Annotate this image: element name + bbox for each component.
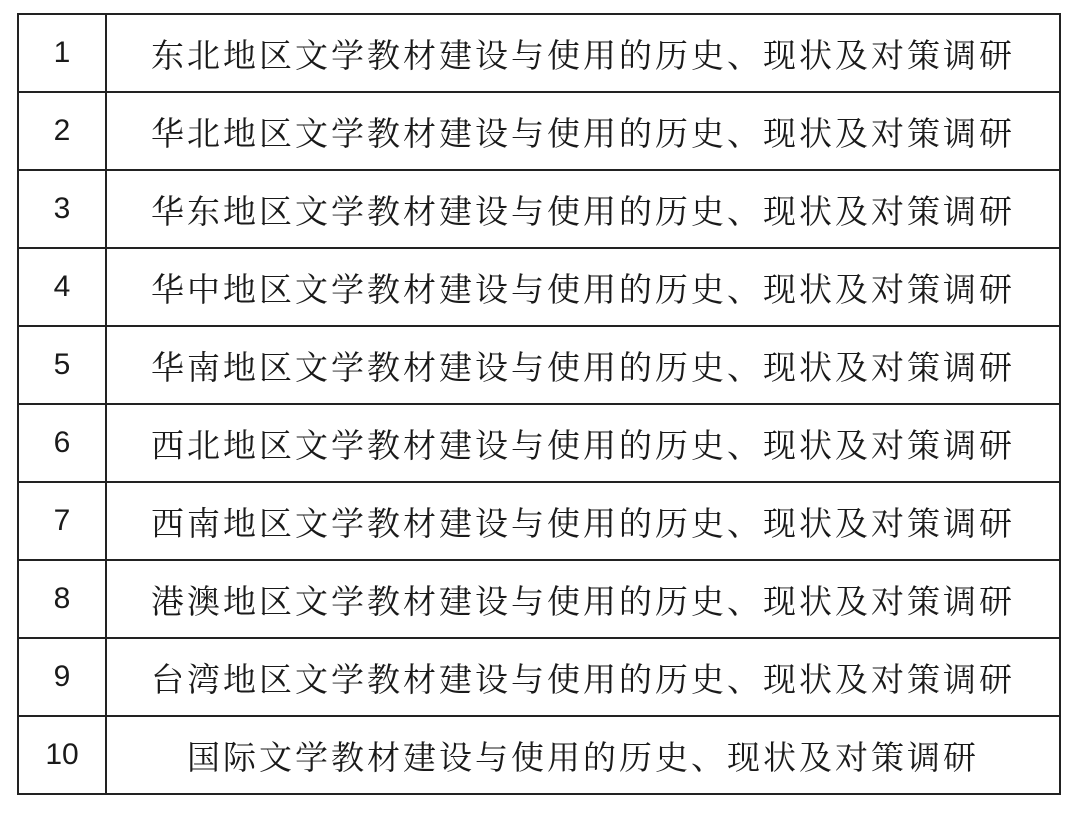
research-topic-title: 西北地区文学教材建设与使用的历史、现状及对策调研: [106, 404, 1060, 482]
table-row: [18, 560, 1060, 638]
research-topic-title: 华东地区文学教材建设与使用的历史、现状及对策调研: [106, 170, 1060, 248]
table-row: [18, 248, 1060, 326]
row-number: 9: [18, 638, 106, 716]
research-topic-title: 西南地区文学教材建设与使用的历史、现状及对策调研: [106, 482, 1060, 560]
research-topic-title: 华南地区文学教材建设与使用的历史、现状及对策调研: [106, 326, 1060, 404]
research-topic-title: 国际文学教材建设与使用的历史、现状及对策调研: [106, 716, 1060, 794]
table-row: [18, 92, 1060, 170]
row-number: 4: [18, 248, 106, 326]
row-number: 8: [18, 560, 106, 638]
row-number: 10: [18, 716, 106, 794]
row-number: 3: [18, 170, 106, 248]
table-row: [18, 482, 1060, 560]
table-row: [18, 170, 1060, 248]
row-number: 6: [18, 404, 106, 482]
row-number: 7: [18, 482, 106, 560]
table-row: [18, 638, 1060, 716]
research-topic-title: 华北地区文学教材建设与使用的历史、现状及对策调研: [106, 92, 1060, 170]
research-topic-title: 东北地区文学教材建设与使用的历史、现状及对策调研: [106, 14, 1060, 92]
table-row: [18, 716, 1060, 794]
table-row: [18, 404, 1060, 482]
row-number: 2: [18, 92, 106, 170]
research-topics-table: [17, 13, 1061, 795]
table-row: [18, 14, 1060, 92]
table-row: [18, 326, 1060, 404]
row-number: 5: [18, 326, 106, 404]
research-topic-title: 港澳地区文学教材建设与使用的历史、现状及对策调研: [106, 560, 1060, 638]
row-number: 1: [18, 14, 106, 92]
research-topic-title: 台湾地区文学教材建设与使用的历史、现状及对策调研: [106, 638, 1060, 716]
research-topic-title: 华中地区文学教材建设与使用的历史、现状及对策调研: [106, 248, 1060, 326]
